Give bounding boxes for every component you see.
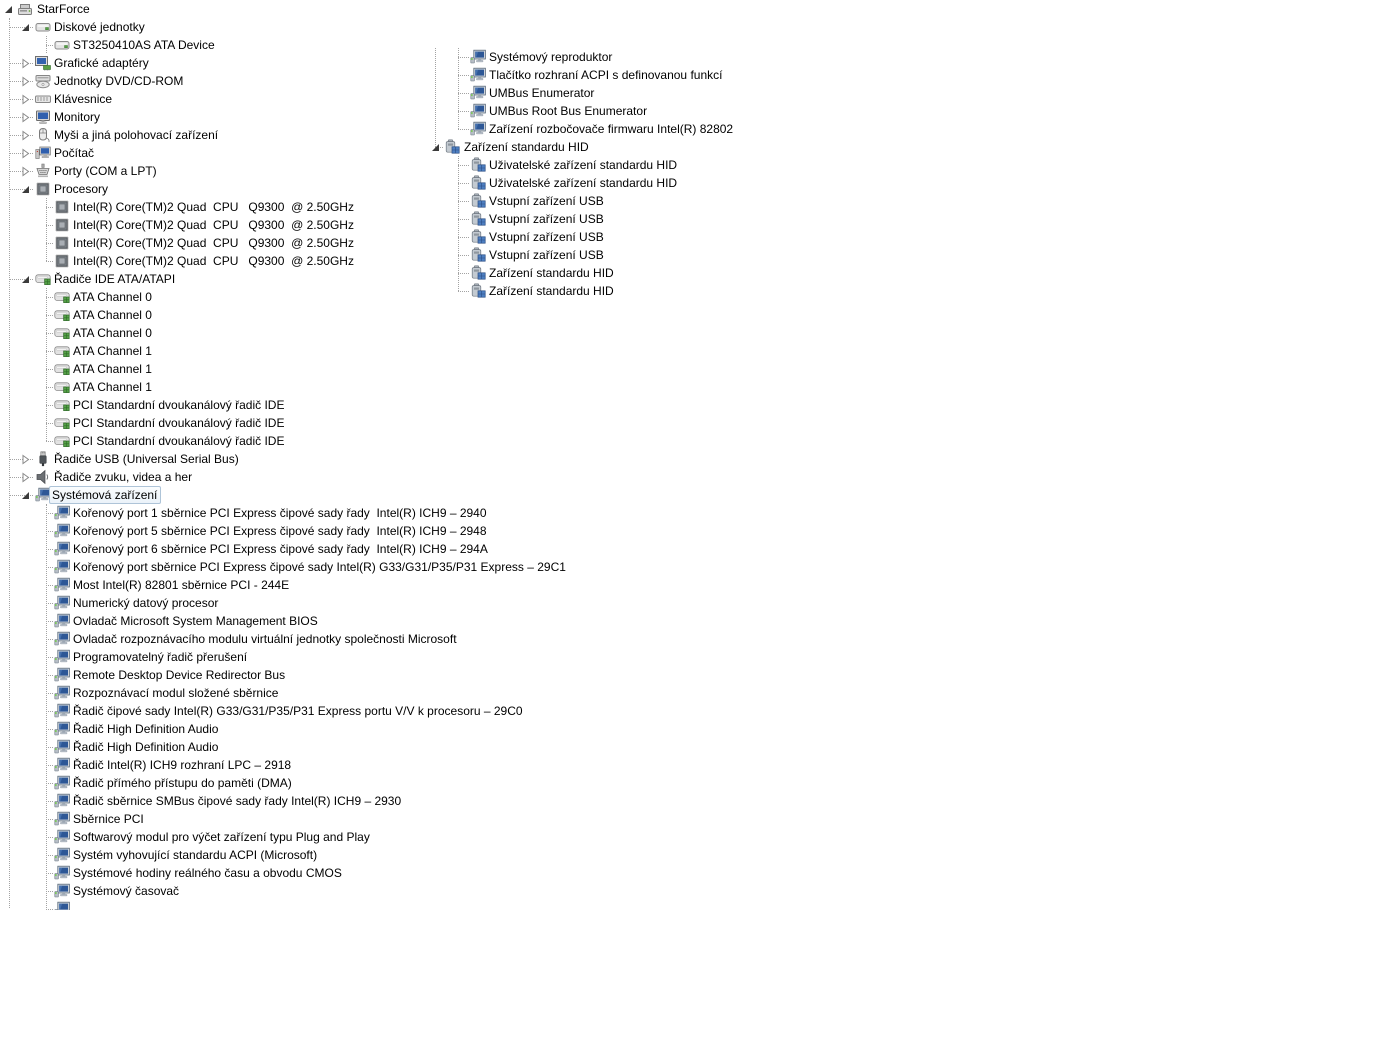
system-device-icon bbox=[54, 883, 70, 899]
system-device-icon bbox=[54, 793, 70, 809]
tree-item-label: Systémová zařízení bbox=[49, 486, 161, 504]
tree-item[interactable] bbox=[0, 774, 640, 792]
system-device-icon bbox=[54, 649, 70, 665]
hid-icon bbox=[444, 139, 460, 155]
tree-connector bbox=[46, 909, 53, 910]
tree-connector bbox=[458, 237, 469, 238]
tree-item[interactable] bbox=[0, 648, 640, 666]
system-device-icon bbox=[54, 595, 70, 611]
tree-item-label: Zařízení standardu HID bbox=[489, 266, 614, 280]
tree-item-label: Vstupní zařízení USB bbox=[489, 194, 604, 208]
tree-item[interactable] bbox=[0, 558, 640, 576]
collapse-arrow-icon[interactable] bbox=[20, 184, 31, 195]
tree-item-label: UMBus Root Bus Enumerator bbox=[489, 104, 648, 118]
tree-item[interactable] bbox=[0, 324, 640, 342]
tree-item-label: Řadiče USB (Universal Serial Bus) bbox=[54, 452, 239, 466]
tree-item-label: Monitory bbox=[54, 110, 101, 124]
expand-arrow-icon[interactable] bbox=[20, 94, 31, 105]
tree-item[interactable] bbox=[430, 156, 900, 174]
tree-connector bbox=[46, 621, 53, 622]
tree-connector bbox=[46, 207, 53, 208]
system-device-icon bbox=[54, 667, 70, 683]
tree-item[interactable] bbox=[0, 684, 640, 702]
tree-item-label: Uživatelské zařízení standardu HID bbox=[489, 158, 678, 172]
tree-connector bbox=[46, 45, 53, 46]
tree-item-label: Kořenový port 5 sběrnice PCI Express čipové sady řady Intel(R) ICH9 – 2948 bbox=[73, 524, 487, 538]
system-device-icon bbox=[54, 559, 70, 575]
expand-arrow-icon[interactable] bbox=[20, 76, 31, 87]
tree-item[interactable] bbox=[430, 228, 900, 246]
tree-connector bbox=[46, 675, 53, 676]
tree-item[interactable] bbox=[0, 486, 640, 504]
tree-item-label: Řadiče zvuku, videa a her bbox=[54, 470, 193, 484]
tree-item-label: Řadič přímého přístupu do paměti (DMA) bbox=[73, 776, 292, 790]
tree-connector bbox=[458, 219, 469, 220]
tree-connector bbox=[46, 837, 53, 838]
tree-connector bbox=[46, 891, 53, 892]
tree-item[interactable] bbox=[0, 900, 640, 910]
tree-item[interactable] bbox=[430, 138, 900, 156]
tree-item[interactable] bbox=[0, 450, 640, 468]
ide-controller-icon bbox=[54, 397, 70, 413]
tree-item-label: Řadič čipové sady Intel(R) G33/G31/P35/P31 Express portu V/V k procesoru – 29C0 bbox=[73, 704, 523, 718]
speaker-icon bbox=[35, 469, 51, 485]
system-device-icon bbox=[54, 757, 70, 773]
tree-item[interactable] bbox=[0, 0, 640, 18]
tree-item[interactable] bbox=[0, 378, 640, 396]
processor-icon bbox=[54, 199, 70, 215]
tree-item[interactable] bbox=[0, 702, 640, 720]
tree-item[interactable] bbox=[0, 630, 640, 648]
expand-arrow-icon[interactable] bbox=[20, 58, 31, 69]
tree-item[interactable] bbox=[0, 828, 640, 846]
tree-connector bbox=[46, 783, 53, 784]
tree-item[interactable] bbox=[430, 192, 900, 210]
hid-icon bbox=[470, 193, 486, 209]
system-device-icon bbox=[54, 505, 70, 521]
tree-connector bbox=[458, 201, 469, 202]
system-device-icon bbox=[54, 811, 70, 827]
tree-item-label: ST3250410AS ATA Device bbox=[73, 38, 215, 52]
system-device-icon bbox=[54, 613, 70, 629]
tree-item-label: Porty (COM a LPT) bbox=[54, 164, 157, 178]
tree-item-label: Počítač bbox=[54, 146, 95, 160]
tree-connector bbox=[458, 93, 469, 94]
tree-connector bbox=[46, 261, 53, 262]
tree-item-label: Uživatelské zařízení standardu HID bbox=[489, 176, 678, 190]
processor-icon bbox=[35, 181, 51, 197]
tree-item-label: Ovladač rozpoznávacího modulu virtuální jednotky společnosti Microsoft bbox=[73, 632, 457, 646]
tree-connector bbox=[46, 747, 53, 748]
tree-connector bbox=[46, 243, 53, 244]
tree-item[interactable] bbox=[430, 102, 900, 120]
tree-item-label: Zařízení standardu HID bbox=[489, 284, 614, 298]
monitor-icon bbox=[35, 109, 51, 125]
tree-item-label: PCI Standardní dvoukanálový řadič IDE bbox=[73, 398, 285, 412]
hid-icon bbox=[470, 229, 486, 245]
hid-icon bbox=[470, 283, 486, 299]
tree-item[interactable] bbox=[0, 666, 640, 684]
processor-icon bbox=[54, 235, 70, 251]
system-device-icon bbox=[54, 847, 70, 863]
tree-item-label: Remote Desktop Device Redirector Bus bbox=[73, 668, 286, 682]
tree-item[interactable] bbox=[430, 66, 900, 84]
tree-connector bbox=[46, 423, 53, 424]
tree-connector bbox=[46, 513, 53, 514]
tree-item-label: Softwarový modul pro výčet zařízení typu Plug and Play bbox=[73, 830, 370, 844]
tree-item[interactable] bbox=[430, 120, 900, 138]
tree-item-label: Klávesnice bbox=[54, 92, 113, 106]
tree-item-label: ATA Channel 1 bbox=[73, 362, 152, 376]
tree-item[interactable] bbox=[0, 342, 640, 360]
tree-connector bbox=[458, 183, 469, 184]
tree-item[interactable] bbox=[0, 306, 640, 324]
tree-item[interactable] bbox=[430, 84, 900, 102]
tree-connector bbox=[458, 57, 469, 58]
dvd-drive-icon bbox=[35, 73, 51, 89]
tree-item-label: Myši a jiná polohovací zařízení bbox=[54, 128, 219, 142]
tree-item-label: Řadič High Definition Audio bbox=[73, 722, 219, 736]
computer-pc-icon bbox=[35, 145, 51, 161]
tree-item[interactable] bbox=[430, 264, 900, 282]
tree-item[interactable] bbox=[0, 504, 640, 522]
system-device-icon bbox=[54, 739, 70, 755]
tree-item-label: PCI Standardní dvoukanálový řadič IDE bbox=[73, 416, 285, 430]
tree-item[interactable] bbox=[430, 246, 900, 264]
tree-item-label: Jednotky DVD/CD-ROM bbox=[54, 74, 184, 88]
tree-item-label: Tlačítko rozhraní ACPI s definovanou funkcí bbox=[489, 68, 723, 82]
tree-item[interactable] bbox=[430, 210, 900, 228]
ide-controller-icon bbox=[54, 307, 70, 323]
hid-icon bbox=[470, 247, 486, 263]
tree-item[interactable] bbox=[0, 864, 640, 882]
tree-connector bbox=[458, 255, 469, 256]
ide-controller-icon bbox=[54, 343, 70, 359]
tree-item-label: UMBus Enumerator bbox=[489, 86, 595, 100]
expand-arrow-icon[interactable] bbox=[20, 130, 31, 141]
tree-item-label: Procesory bbox=[54, 182, 109, 196]
tree-item[interactable] bbox=[0, 522, 640, 540]
tree-item-label: PCI Standardní dvoukanálový řadič IDE bbox=[73, 434, 285, 448]
system-device-icon bbox=[54, 865, 70, 881]
tree-item[interactable] bbox=[0, 882, 640, 900]
tree-item-label: Řadič sběrnice SMBus čipové sady řady Intel(R) ICH9 – 2930 bbox=[73, 794, 402, 808]
expand-arrow-icon[interactable] bbox=[20, 472, 31, 483]
keyboard-icon bbox=[35, 91, 51, 107]
tree-connector bbox=[46, 729, 53, 730]
tree-connector bbox=[46, 297, 53, 298]
tree-item[interactable] bbox=[0, 540, 640, 558]
tree-item-label: Diskové jednotky bbox=[54, 20, 145, 34]
tree-connector bbox=[46, 693, 53, 694]
tree-connector bbox=[46, 549, 53, 550]
usb-icon bbox=[35, 451, 51, 467]
tree-connector bbox=[46, 315, 53, 316]
tree-item-label: Intel(R) Core(TM)2 Quad CPU Q9300 @ 2.50GHz bbox=[73, 254, 354, 268]
tree-connector bbox=[458, 273, 469, 274]
tree-item-label: Kořenový port sběrnice PCI Express čipové sady Intel(R) G33/G31/P35/P31 Express – 29C1 bbox=[73, 560, 566, 574]
tree-item[interactable] bbox=[0, 432, 640, 450]
tree-item-label: ATA Channel 0 bbox=[73, 308, 152, 322]
tree-connector bbox=[458, 75, 469, 76]
system-device-icon bbox=[54, 901, 70, 910]
tree-item-label: Intel(R) Core(TM)2 Quad CPU Q9300 @ 2.50GHz bbox=[73, 236, 354, 250]
tree-item[interactable] bbox=[0, 468, 640, 486]
expand-arrow-icon[interactable] bbox=[20, 112, 31, 123]
system-device-icon bbox=[470, 103, 486, 119]
tree-item[interactable] bbox=[0, 756, 640, 774]
system-device-icon bbox=[54, 577, 70, 593]
tree-item-label: ATA Channel 0 bbox=[73, 326, 152, 340]
tree-item-label: Systém vyhovující standardu ACPI (Microsoft) bbox=[73, 848, 318, 862]
tree-item[interactable] bbox=[0, 792, 640, 810]
tree-item[interactable] bbox=[0, 414, 640, 432]
tree-item-label: Most Intel(R) 82801 sběrnice PCI - 244E bbox=[73, 578, 290, 592]
tree-item-label: Systémové hodiny reálného času a obvodu CMOS bbox=[73, 866, 342, 880]
system-device-icon bbox=[54, 541, 70, 557]
expand-arrow-icon[interactable] bbox=[20, 148, 31, 159]
hid-icon bbox=[470, 211, 486, 227]
tree-item-label: Intel(R) Core(TM)2 Quad CPU Q9300 @ 2.50GHz bbox=[73, 218, 354, 232]
tree-item-label: Řadič High Definition Audio bbox=[73, 740, 219, 754]
tree-connector bbox=[46, 567, 53, 568]
tree-item-label: Vstupní zařízení USB bbox=[489, 248, 604, 262]
processor-icon bbox=[54, 217, 70, 233]
ide-controller-icon bbox=[54, 379, 70, 395]
tree-item[interactable] bbox=[0, 360, 640, 378]
system-device-icon bbox=[470, 121, 486, 137]
ide-controller-icon bbox=[35, 271, 51, 287]
tree-item-label: Sběrnice PCI bbox=[73, 812, 144, 826]
tree-item-label: Kořenový port 6 sběrnice PCI Express čipové sady řady Intel(R) ICH9 – 294A bbox=[73, 542, 488, 556]
tree-connector bbox=[46, 639, 53, 640]
system-device-icon bbox=[54, 523, 70, 539]
tree-connector bbox=[46, 657, 53, 658]
tree-column-right bbox=[430, 48, 900, 301]
expand-arrow-icon[interactable] bbox=[20, 166, 31, 177]
collapse-arrow-icon[interactable] bbox=[20, 274, 31, 285]
tree-item[interactable] bbox=[0, 810, 640, 828]
collapse-arrow-icon[interactable] bbox=[3, 4, 14, 15]
tree-item-label: Řadiče IDE ATA/ATAPI bbox=[54, 272, 176, 286]
tree-item[interactable] bbox=[430, 282, 900, 300]
tree-connector bbox=[46, 801, 53, 802]
tree-connector bbox=[46, 603, 53, 604]
system-device-icon bbox=[470, 67, 486, 83]
ide-controller-icon bbox=[54, 415, 70, 431]
system-device-icon bbox=[54, 775, 70, 791]
disk-drive-icon bbox=[54, 37, 70, 53]
ide-controller-icon bbox=[54, 433, 70, 449]
tree-item-label: Grafické adaptéry bbox=[54, 56, 149, 70]
tree-connector bbox=[46, 333, 53, 334]
tree-item-label: Intel(R) Core(TM)2 Quad CPU Q9300 @ 2.50GHz bbox=[73, 200, 354, 214]
tree-item-label: Kořenový port 1 sběrnice PCI Express čipové sady řady Intel(R) ICH9 – 2940 bbox=[73, 506, 487, 520]
tree-connector bbox=[46, 765, 53, 766]
tree-connector bbox=[46, 855, 53, 856]
tree-connector bbox=[458, 165, 469, 166]
tree-connector bbox=[46, 441, 53, 442]
tree-item-label: ATA Channel 0 bbox=[73, 290, 152, 304]
tree-item[interactable] bbox=[0, 594, 640, 612]
tree-item-label: Zařízení rozbočovače firmwaru Intel(R) 82802 bbox=[489, 122, 734, 136]
system-device-icon bbox=[54, 631, 70, 647]
ide-controller-icon bbox=[54, 361, 70, 377]
system-device-icon bbox=[54, 829, 70, 845]
tree-item[interactable] bbox=[0, 738, 640, 756]
tree-item[interactable] bbox=[0, 846, 640, 864]
tree-item-label: Systémový reproduktor bbox=[489, 50, 613, 64]
tree-item-label: Systémový časovač bbox=[73, 884, 180, 898]
tree-item-label: Rozpoznávací modul složené sběrnice bbox=[73, 686, 279, 700]
collapse-arrow-icon[interactable] bbox=[430, 142, 441, 153]
mouse-icon bbox=[35, 127, 51, 143]
computer-icon bbox=[17, 1, 33, 17]
tree-item-label: ATA Channel 1 bbox=[73, 380, 152, 394]
tree-connector bbox=[458, 291, 469, 292]
disk-drive-icon bbox=[35, 19, 51, 35]
system-device-icon bbox=[54, 685, 70, 701]
tree-connector bbox=[46, 405, 53, 406]
tree-item[interactable] bbox=[0, 576, 640, 594]
system-device-icon bbox=[470, 85, 486, 101]
ide-controller-icon bbox=[54, 289, 70, 305]
tree-connector bbox=[46, 531, 53, 532]
tree-connector bbox=[458, 111, 469, 112]
hid-icon bbox=[470, 265, 486, 281]
system-device-icon bbox=[470, 49, 486, 65]
tree-item[interactable] bbox=[0, 18, 640, 36]
tree-connector bbox=[46, 369, 53, 370]
tree-item-label: ATA Channel 1 bbox=[73, 344, 152, 358]
system-device-icon bbox=[54, 703, 70, 719]
tree-item-label: Vstupní zařízení USB bbox=[489, 212, 604, 226]
system-device-icon bbox=[54, 721, 70, 737]
tree-item-label: StarForce bbox=[37, 2, 90, 16]
tree-item-label: Numerický datový procesor bbox=[73, 596, 219, 610]
tree-item[interactable] bbox=[430, 48, 900, 66]
collapse-arrow-icon[interactable] bbox=[20, 22, 31, 33]
tree-connector bbox=[46, 711, 53, 712]
hid-icon bbox=[470, 175, 486, 191]
tree-item[interactable] bbox=[0, 396, 640, 414]
tree-item-label: Programovatelný řadič přerušení bbox=[73, 650, 248, 664]
display-adapter-icon bbox=[35, 55, 51, 71]
expand-arrow-icon[interactable] bbox=[20, 454, 31, 465]
tree-item[interactable] bbox=[430, 174, 900, 192]
tree-connector bbox=[46, 225, 53, 226]
tree-item-label: Řadič Intel(R) ICH9 rozhraní LPC – 2918 bbox=[73, 758, 292, 772]
serial-port-icon bbox=[35, 163, 51, 179]
tree-item-label: Vstupní zařízení USB bbox=[489, 230, 604, 244]
tree-connector bbox=[46, 819, 53, 820]
tree-connector bbox=[46, 351, 53, 352]
tree-connector bbox=[46, 387, 53, 388]
tree-connector bbox=[46, 873, 53, 874]
collapse-arrow-icon[interactable] bbox=[20, 490, 31, 501]
tree-connector bbox=[458, 129, 469, 130]
tree-item-label: Ovladač Microsoft System Management BIOS bbox=[73, 614, 318, 628]
tree-connector bbox=[46, 585, 53, 586]
hid-icon bbox=[470, 157, 486, 173]
tree-item[interactable] bbox=[0, 720, 640, 738]
tree-item[interactable] bbox=[0, 612, 640, 630]
tree-item-label: Zařízení standardu HID bbox=[464, 140, 589, 154]
processor-icon bbox=[54, 253, 70, 269]
ide-controller-icon bbox=[54, 325, 70, 341]
